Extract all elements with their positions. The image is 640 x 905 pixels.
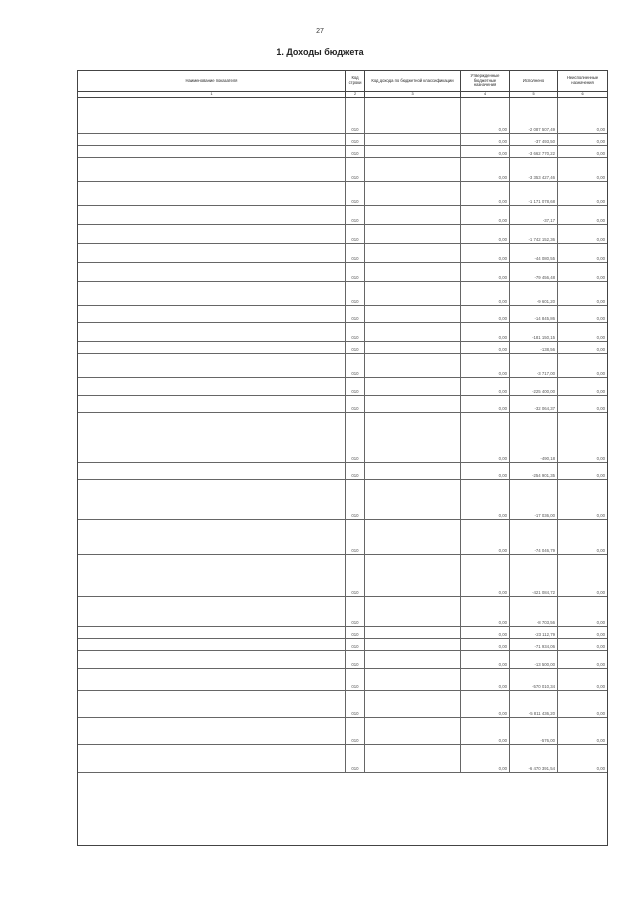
cell-executed: -71 934,06 <box>510 639 558 650</box>
cell-budget-code <box>365 306 461 322</box>
cell-approved: 0,00 <box>461 182 510 205</box>
cell-budget-code <box>365 282 461 305</box>
cell-executed: -37,17 <box>510 206 558 224</box>
cell-indicator-name <box>78 413 346 462</box>
cell-approved: 0,00 <box>461 306 510 322</box>
cell-budget-code <box>365 463 461 479</box>
table-row <box>78 718 607 745</box>
column-number: 6 <box>581 92 584 96</box>
cell-budget-code <box>365 413 461 462</box>
cell-line-code: 010 <box>346 745 365 772</box>
table-row <box>78 378 607 396</box>
cell-indicator-name <box>78 651 346 668</box>
table-row <box>78 354 607 378</box>
table-row <box>78 555 607 597</box>
table-row <box>78 225 607 244</box>
cell-indicator-name <box>78 182 346 205</box>
cell-indicator-name <box>78 378 346 395</box>
cell-line-code: 010 <box>346 244 365 262</box>
cell-remaining: 0,00 <box>596 513 605 518</box>
cell-line-code: 010 <box>346 718 365 744</box>
cell-budget-code <box>365 691 461 717</box>
cell-executed: -3 662 770,22 <box>510 146 558 157</box>
cell-approved: 0,00 <box>461 225 510 243</box>
cell-remaining: 0,00 <box>596 590 605 595</box>
cell-budget-code <box>365 480 461 519</box>
cell-budget-code <box>365 354 461 377</box>
table-row <box>78 342 607 354</box>
cell-remaining: 0,00 <box>596 684 605 689</box>
cell-line-code: 010 <box>346 158 365 181</box>
table-row <box>78 206 607 225</box>
cell-budget-code <box>365 206 461 224</box>
cell-executed: -13 500,00 <box>510 651 558 668</box>
cell-line-code: 010 <box>346 282 365 305</box>
cell-executed: -254 901,35 <box>510 463 558 479</box>
cell-approved: 0,00 <box>461 396 510 412</box>
cell-remaining: 0,00 <box>596 175 605 180</box>
cell-remaining: 0,00 <box>596 127 605 132</box>
cell-executed: -74 046,79 <box>510 520 558 554</box>
cell-remaining: 0,00 <box>596 738 605 743</box>
cell-indicator-name <box>78 134 346 145</box>
cell-approved: 0,00 <box>461 597 510 626</box>
cell-budget-code <box>365 669 461 690</box>
cell-executed: -490,18 <box>510 413 558 462</box>
cell-approved: 0,00 <box>461 378 510 395</box>
cell-approved: 0,00 <box>461 158 510 181</box>
cell-executed: -3 353 427,46 <box>510 158 558 181</box>
cell-executed: -6 470 391,54 <box>510 745 558 772</box>
cell-approved: 0,00 <box>461 463 510 479</box>
cell-approved: 0,00 <box>461 718 510 744</box>
table-row <box>78 745 607 773</box>
page-number: 27 <box>316 28 324 35</box>
cell-budget-code <box>365 225 461 243</box>
cell-remaining: 0,00 <box>596 256 605 261</box>
cell-remaining: 0,00 <box>596 548 605 553</box>
cell-budget-code <box>365 244 461 262</box>
cell-budget-code <box>365 342 461 353</box>
cell-approved: 0,00 <box>461 342 510 353</box>
table-row <box>78 134 607 146</box>
cell-executed: -37 493,50 <box>510 134 558 145</box>
cell-approved: 0,00 <box>461 520 510 554</box>
table-body <box>78 98 607 845</box>
table-row <box>78 306 607 323</box>
cell-remaining: 0,00 <box>596 218 605 223</box>
cell-executed: -181 150,15 <box>510 323 558 341</box>
cell-indicator-name <box>78 206 346 224</box>
cell-executed: -421 084,72 <box>510 555 558 596</box>
cell-approved: 0,00 <box>461 745 510 772</box>
cell-executed: -3 717,00 <box>510 354 558 377</box>
cell-approved: 0,00 <box>461 134 510 145</box>
cell-approved: 0,00 <box>461 354 510 377</box>
cell-line-code: 010 <box>346 354 365 377</box>
table-row <box>78 323 607 342</box>
cell-approved: 0,00 <box>461 480 510 519</box>
cell-indicator-name <box>78 396 346 412</box>
table-row <box>78 98 607 134</box>
cell-indicator-name <box>78 323 346 341</box>
cell-indicator-name <box>78 597 346 626</box>
cell-indicator-name <box>78 627 346 638</box>
cell-approved: 0,00 <box>461 555 510 596</box>
cell-remaining: 0,00 <box>596 766 605 771</box>
cell-line-code: 010 <box>346 98 365 133</box>
cell-budget-code <box>365 146 461 157</box>
cell-budget-code <box>365 323 461 341</box>
table-row <box>78 158 607 182</box>
cell-budget-code <box>365 555 461 596</box>
cell-executed: -5 811 436,20 <box>510 691 558 717</box>
cell-line-code: 010 <box>346 396 365 412</box>
cell-indicator-name <box>78 225 346 243</box>
cell-remaining: 0,00 <box>596 199 605 204</box>
cell-line-code: 010 <box>346 323 365 341</box>
cell-line-code: 010 <box>346 378 365 395</box>
cell-remaining: 0,00 <box>596 632 605 637</box>
cell-line-code: 010 <box>346 555 365 596</box>
table-row <box>78 263 607 282</box>
column-number: 2 <box>346 92 365 97</box>
header-approved: Утвержденные бюджетные назначения <box>461 71 510 91</box>
cell-indicator-name <box>78 480 346 519</box>
cell-executed: -9 601,20 <box>510 282 558 305</box>
header-executed: Исполнено <box>510 71 558 91</box>
cell-indicator-name <box>78 342 346 353</box>
table-row <box>78 669 607 691</box>
table-header-row <box>78 71 607 92</box>
cell-executed: -225 400,00 <box>510 378 558 395</box>
cell-approved: 0,00 <box>461 282 510 305</box>
cell-approved: 0,00 <box>461 627 510 638</box>
cell-approved: 0,00 <box>461 98 510 133</box>
table-row <box>78 244 607 263</box>
cell-budget-code <box>365 182 461 205</box>
cell-executed: -14 845,86 <box>510 306 558 322</box>
cell-remaining: 0,00 <box>596 139 605 144</box>
cell-remaining: 0,00 <box>596 389 605 394</box>
cell-executed: -8 703,56 <box>510 597 558 626</box>
cell-indicator-name <box>78 669 346 690</box>
cell-budget-code <box>365 651 461 668</box>
cell-approved: 0,00 <box>461 669 510 690</box>
cell-executed: -23 112,79 <box>510 627 558 638</box>
cell-budget-code <box>365 639 461 650</box>
cell-remaining: 0,00 <box>596 662 605 667</box>
cell-budget-code <box>365 378 461 395</box>
cell-budget-code <box>365 98 461 133</box>
cell-indicator-name <box>78 718 346 744</box>
cell-indicator-name <box>78 244 346 262</box>
cell-indicator-name <box>78 745 346 772</box>
cell-remaining: 0,00 <box>596 347 605 352</box>
table-row <box>78 282 607 306</box>
cell-remaining: 0,00 <box>596 316 605 321</box>
revenue-table <box>77 70 608 846</box>
cell-executed: -1 742 152,36 <box>510 225 558 243</box>
cell-executed: -79 456,48 <box>510 263 558 281</box>
cell-line-code: 010 <box>346 342 365 353</box>
cell-indicator-name <box>78 306 346 322</box>
column-number: 1 <box>78 92 346 97</box>
cell-remaining: 0,00 <box>596 406 605 411</box>
cell-executed: -570 010,34 <box>510 669 558 690</box>
cell-approved: 0,00 <box>461 146 510 157</box>
cell-remaining: 0,00 <box>596 473 605 478</box>
cell-approved: 0,00 <box>461 651 510 668</box>
cell-approved: 0,00 <box>461 263 510 281</box>
cell-indicator-name <box>78 691 346 717</box>
table-row <box>78 639 607 651</box>
cell-remaining: 0,00 <box>596 275 605 280</box>
cell-approved: 0,00 <box>461 639 510 650</box>
cell-budget-code <box>365 718 461 744</box>
table-row <box>78 396 607 413</box>
cell-line-code: 010 <box>346 627 365 638</box>
cell-remaining: 0,00 <box>596 711 605 716</box>
cell-executed: -2 087 507,49 <box>510 98 558 133</box>
cell-line-code: 010 <box>346 413 365 462</box>
column-number: 4 <box>461 92 510 97</box>
header-indicator-name: Наименование показателя <box>78 71 346 91</box>
cell-indicator-name <box>78 520 346 554</box>
cell-executed: -1 171 078,68 <box>510 182 558 205</box>
cell-indicator-name <box>78 639 346 650</box>
table-row <box>78 651 607 669</box>
cell-line-code: 010 <box>346 182 365 205</box>
cell-line-code: 010 <box>346 146 365 157</box>
cell-line-code: 010 <box>346 463 365 479</box>
cell-budget-code <box>365 520 461 554</box>
cell-indicator-name <box>78 555 346 596</box>
table-row <box>78 146 607 158</box>
cell-line-code: 010 <box>346 597 365 626</box>
cell-remaining: 0,00 <box>596 371 605 376</box>
table-row <box>78 182 607 206</box>
cell-budget-code <box>365 134 461 145</box>
column-number: 5 <box>510 92 558 97</box>
table-row <box>78 520 607 555</box>
cell-line-code: 010 <box>346 651 365 668</box>
column-number: 3 <box>365 92 461 97</box>
cell-line-code: 010 <box>346 134 365 145</box>
cell-indicator-name <box>78 282 346 305</box>
cell-line-code: 010 <box>346 480 365 519</box>
cell-indicator-name <box>78 98 346 133</box>
cell-approved: 0,00 <box>461 413 510 462</box>
table-row <box>78 463 607 480</box>
cell-remaining: 0,00 <box>596 644 605 649</box>
cell-approved: 0,00 <box>461 206 510 224</box>
cell-remaining: 0,00 <box>596 456 605 461</box>
cell-remaining: 0,00 <box>596 237 605 242</box>
cell-line-code: 010 <box>346 669 365 690</box>
cell-budget-code <box>365 158 461 181</box>
cell-indicator-name <box>78 354 346 377</box>
cell-budget-code <box>365 263 461 281</box>
cell-indicator-name <box>78 158 346 181</box>
cell-executed: -576,00 <box>510 718 558 744</box>
cell-line-code: 010 <box>346 263 365 281</box>
cell-executed: -44 080,55 <box>510 244 558 262</box>
cell-executed: -32 064,37 <box>510 396 558 412</box>
header-line-code: Код строки <box>346 71 365 91</box>
cell-remaining: 0,00 <box>596 299 605 304</box>
cell-executed: -138,56 <box>510 342 558 353</box>
cell-budget-code <box>365 627 461 638</box>
cell-line-code: 010 <box>346 520 365 554</box>
cell-indicator-name <box>78 263 346 281</box>
cell-line-code: 010 <box>346 225 365 243</box>
cell-remaining: 0,00 <box>596 151 605 156</box>
cell-indicator-name <box>78 463 346 479</box>
page-title: 1. Доходы бюджета <box>276 47 364 57</box>
table-row <box>78 691 607 718</box>
cell-budget-code <box>365 396 461 412</box>
cell-approved: 0,00 <box>461 691 510 717</box>
cell-line-code: 010 <box>346 306 365 322</box>
table-row <box>78 480 607 520</box>
cell-line-code: 010 <box>346 691 365 717</box>
cell-remaining: 0,00 <box>596 335 605 340</box>
cell-budget-code <box>365 745 461 772</box>
cell-indicator-name <box>78 146 346 157</box>
table-row <box>78 413 607 463</box>
cell-approved: 0,00 <box>461 244 510 262</box>
cell-budget-code <box>365 597 461 626</box>
cell-remaining: 0,00 <box>596 620 605 625</box>
header-budget-code: Код дохода по бюджетной классификации <box>365 71 461 91</box>
cell-approved: 0,00 <box>461 323 510 341</box>
table-row <box>78 627 607 639</box>
header-remaining: Неисполненные назначения <box>566 75 599 85</box>
cell-line-code: 010 <box>346 206 365 224</box>
table-row <box>78 597 607 627</box>
cell-executed: -17 036,00 <box>510 480 558 519</box>
cell-line-code: 010 <box>346 639 365 650</box>
